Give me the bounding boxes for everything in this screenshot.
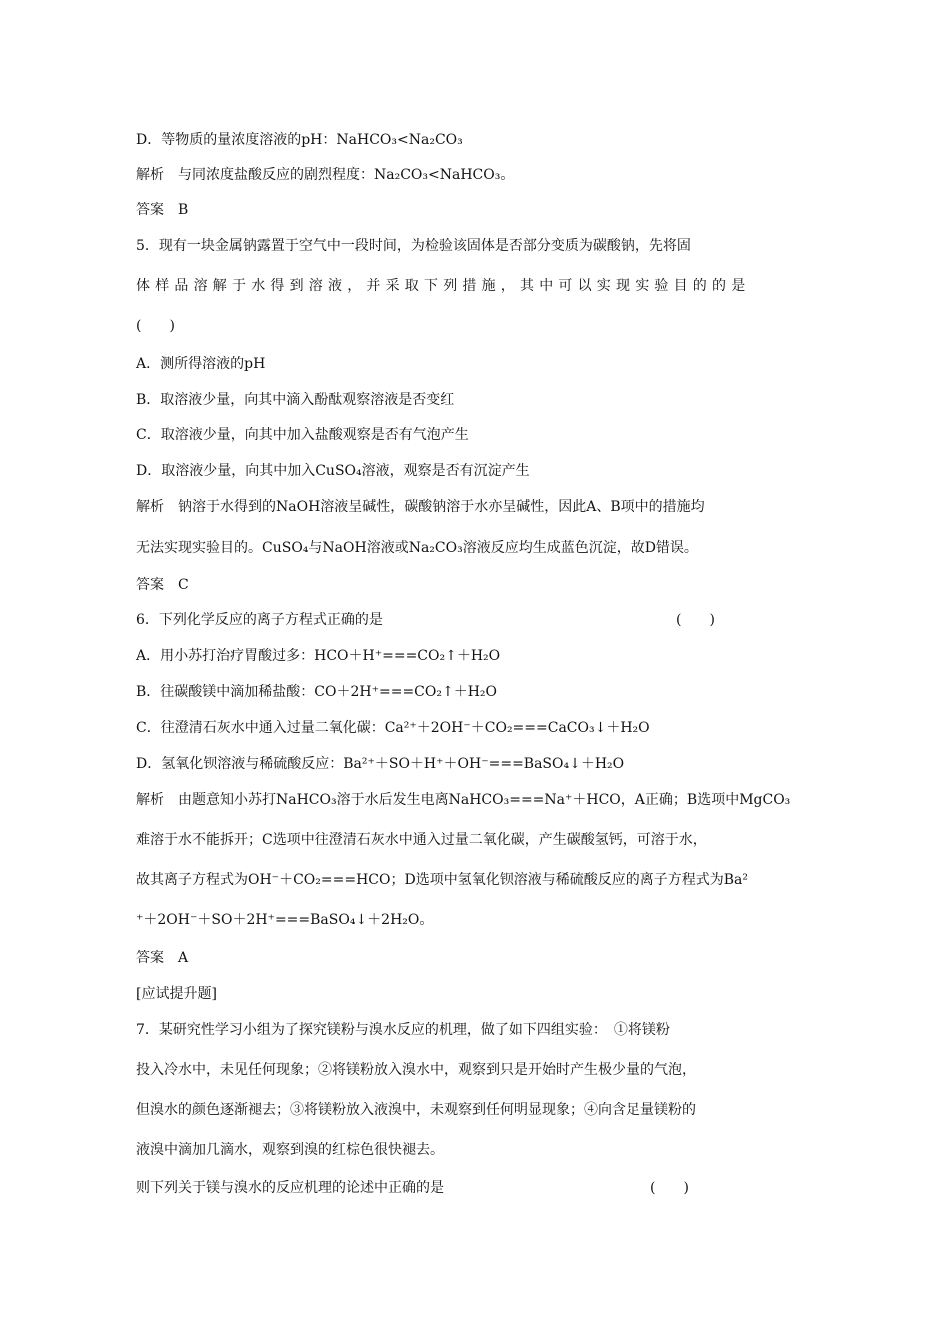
analysis-text: 难溶于水不能拆开；C选项中往澄清石灰水中通入过量二氧化碳，产生碳酸氢钙，可溶于水， xyxy=(136,832,707,848)
section-heading: [应试提升题] xyxy=(136,986,217,1002)
question-7-text: 则下列关于镁与溴水的反应机理的论述中正确的是 xyxy=(136,1180,444,1196)
option-b-text: B．往碳酸镁中滴加稀盐酸：CO＋2H⁺===CO₂↑＋H₂O xyxy=(136,684,498,700)
analysis-text: 解析 由题意知小苏打NaHCO₃溶于水后发生电离NaHCO₃===Na⁺＋HCO，A正确；B选项中MgCO₃ xyxy=(136,792,791,808)
option-c-text: C．往澄清石灰水中通入过量二氧化碳：Ca²⁺＋2OH⁻＋CO₂===CaCO₃↓＋H₂O xyxy=(136,720,650,736)
question-7-text: 7．某研究性学习小组为了探究镁粉与溴水反应的机理，做了如下四组实验： ①将镁粉 xyxy=(136,1022,670,1038)
analysis-text: ⁺＋2OH⁻＋SO＋2H⁺===BaSO₄↓＋2H₂O。 xyxy=(136,912,434,928)
question-5-text: 体样品溶解于水得到溶液，并采取下列措施，其中可以实现实验目的的是 xyxy=(136,278,751,294)
answer-text: 答案 B xyxy=(136,202,189,218)
analysis-text: 解析 钠溶于水得到的NaOH溶液呈碱性，碳酸钠溶于水亦呈碱性，因此A、B项中的措施均 xyxy=(136,499,705,515)
option-a-text: A．用小苏打治疗胃酸过多：HCO＋H⁺===CO₂↑＋H₂O xyxy=(136,648,501,664)
answer-blank: ( ) xyxy=(650,1180,689,1196)
question-5-text: 5．现有一块金属钠露置于空气中一段时间，为检验该固体是否部分变质为碳酸钠，先将固 xyxy=(136,238,691,254)
answer-blank: ( ) xyxy=(676,612,715,628)
option-d-text: D．取溶液少量，向其中加入CuSO₄溶液，观察是否有沉淀产生 xyxy=(136,463,530,479)
answer-text: 答案 C xyxy=(136,577,189,593)
analysis-text: 无法实现实验目的。CuSO₄与NaOH溶液或Na₂CO₃溶液反应均生成蓝色沉淀，故D错误。 xyxy=(136,540,698,556)
option-a-text: A．测所得溶液的pH xyxy=(136,356,266,372)
option-c-text: C．取溶液少量，向其中加入盐酸观察是否有气泡产生 xyxy=(136,427,469,443)
question-7-text: 投入冷水中，未见任何现象；②将镁粉放入溴水中，观察到只是开始时产生极少量的气泡， xyxy=(136,1062,696,1078)
question-6-text: 6．下列化学反应的离子方程式正确的是 xyxy=(136,612,383,628)
answer-blank: ( ) xyxy=(136,318,175,334)
option-d-text: D．氢氧化钡溶液与稀硫酸反应：Ba²⁺＋SO＋H⁺＋OH⁻===BaSO₄↓＋H₂O xyxy=(136,756,625,772)
analysis-text: 故其离子方程式为OH⁻＋CO₂===HCO；D选项中氢氧化钡溶液与稀硫酸反应的离子方程式为Ba² xyxy=(136,872,748,888)
question-7-text: 液溴中滴加几滴水，观察到溴的红棕色很快褪去。 xyxy=(136,1142,444,1158)
option-d-text: D．等物质的量浓度溶液的pH：NaHCO₃<Na₂CO₃ xyxy=(136,132,463,148)
analysis-text: 解析 与同浓度盐酸反应的剧烈程度：Na₂CO₃<NaHCO₃。 xyxy=(136,167,515,183)
answer-text: 答案 A xyxy=(136,950,189,966)
question-7-text: 但溴水的颜色逐渐褪去；③将镁粉放入液溴中，未观察到任何明显现象；④向含足量镁粉的 xyxy=(136,1102,696,1118)
option-b-text: B．取溶液少量，向其中滴入酚酞观察溶液是否变红 xyxy=(136,392,455,408)
